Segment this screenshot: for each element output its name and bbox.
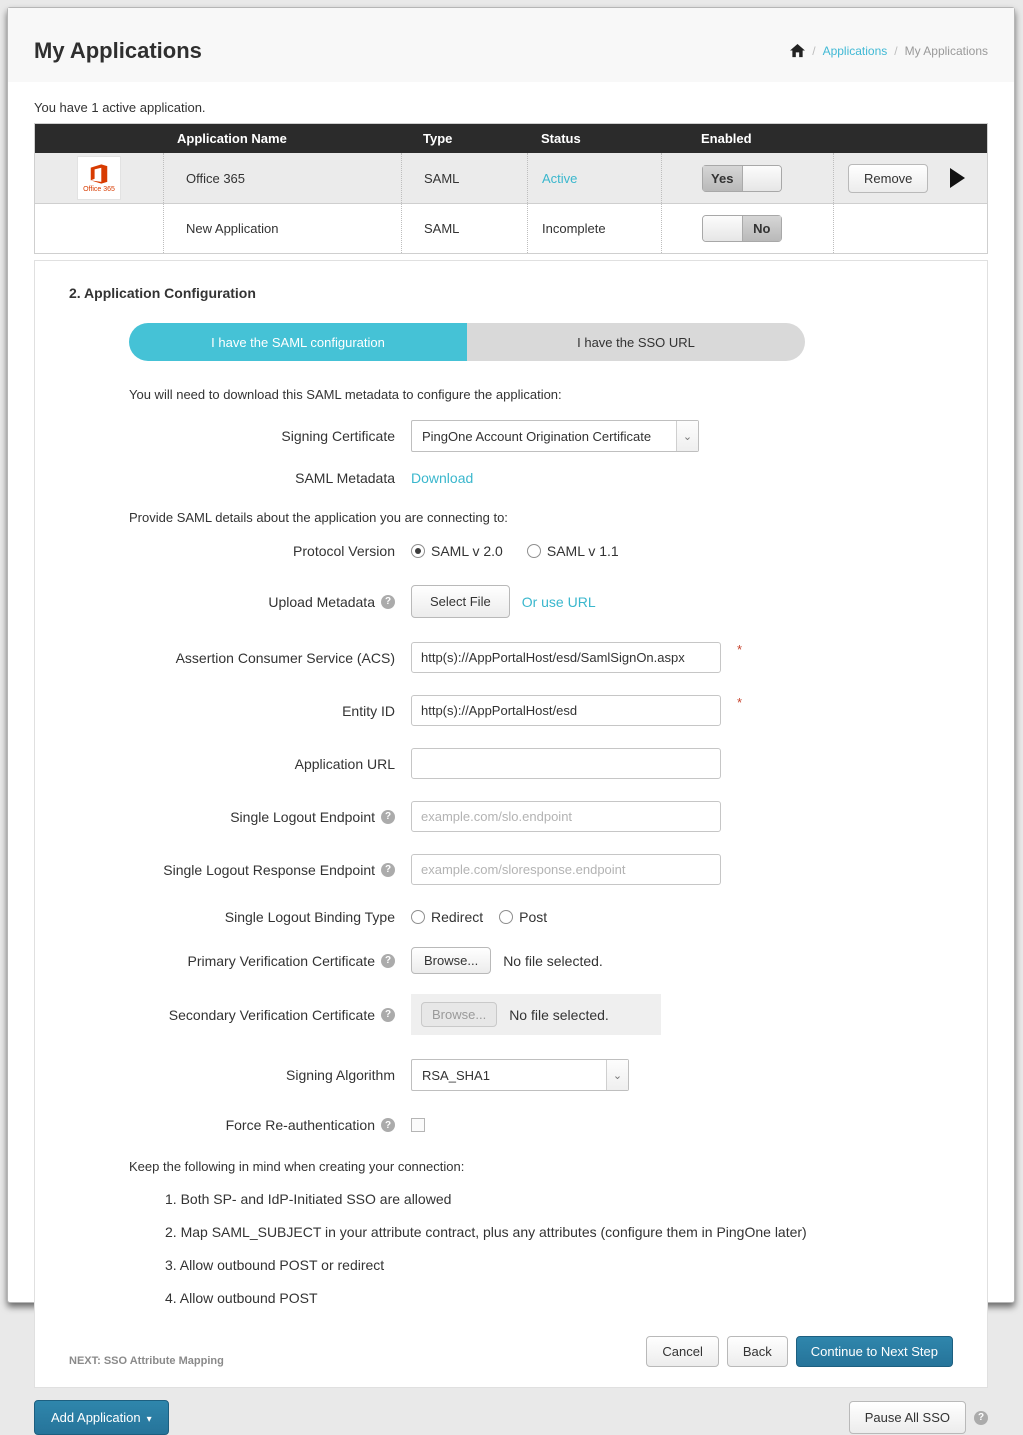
application-configuration-card xyxy=(34,260,988,1388)
help-icon[interactable]: ? xyxy=(381,1008,395,1022)
table-row-office-365 xyxy=(35,153,987,203)
column-header-application-name: Application Name xyxy=(177,131,287,146)
card-footer xyxy=(69,1336,953,1367)
form-row-slo-binding-type xyxy=(69,909,953,925)
breadcrumb-current: My Applications xyxy=(904,44,988,58)
enabled-toggle-office-365[interactable] xyxy=(702,165,782,192)
slo-binding-type-label: Single Logout Binding Type xyxy=(224,909,395,925)
radio-redirect[interactable]: Redirect xyxy=(411,909,483,925)
note-item: 3. Allow outbound POST or redirect xyxy=(165,1257,385,1273)
form-row-signing-algorithm xyxy=(69,1059,953,1091)
force-reauth-label: Force Re-authentication ? xyxy=(69,1117,411,1133)
add-application-button[interactable]: Add Application ▾ xyxy=(34,1400,169,1435)
saml-metadata-label: SAML Metadata xyxy=(295,470,395,486)
help-icon[interactable]: ? xyxy=(381,1118,395,1132)
column-header-type: Type xyxy=(423,131,453,146)
office-365-logo-icon xyxy=(88,163,110,185)
slo-endpoint-label: Single Logout Endpoint ? xyxy=(69,809,411,825)
toggle-knob xyxy=(703,216,743,241)
form-row-slo-response-endpoint xyxy=(69,854,953,885)
app-type: SAML xyxy=(401,204,527,253)
help-icon[interactable]: ? xyxy=(381,595,395,609)
primary-cert-label: Primary Verification Certificate ? xyxy=(69,953,411,969)
radio-icon xyxy=(411,544,425,558)
form-row-primary-cert xyxy=(69,947,953,974)
remove-button[interactable]: Remove xyxy=(848,164,928,193)
configuration-tabs xyxy=(129,323,805,361)
app-name: Office 365 xyxy=(163,153,401,203)
caret-down-icon: ▾ xyxy=(146,1414,152,1425)
app-type: SAML xyxy=(401,153,527,203)
entity-id-input[interactable] xyxy=(411,695,721,726)
primary-cert-browse-button[interactable]: Browse... xyxy=(411,947,491,974)
primary-cert-file-status: No file selected. xyxy=(503,952,603,969)
form-row-acs xyxy=(69,642,953,673)
continue-next-step-button[interactable]: Continue to Next Step xyxy=(796,1336,953,1367)
active-application-note: You have 1 active application. xyxy=(8,82,1014,123)
form-row-signing-certificate xyxy=(69,420,953,452)
download-metadata-link[interactable]: Download xyxy=(411,470,474,486)
breadcrumb-link-applications[interactable]: Applications xyxy=(822,44,888,58)
section-title: 2. Application Configuration xyxy=(69,285,256,301)
slo-endpoint-input[interactable] xyxy=(411,801,721,832)
connection-notes-intro: Keep the following in mind when creating your connection: xyxy=(129,1159,465,1174)
signing-certificate-value: PingOne Account Origination Certificate xyxy=(422,428,652,444)
form-row-saml-metadata xyxy=(69,470,953,486)
page-header xyxy=(8,8,1014,82)
form-row-upload-metadata xyxy=(69,585,953,618)
toggle-yes-label: Yes xyxy=(703,166,742,191)
help-icon[interactable]: ? xyxy=(974,1411,988,1425)
help-icon[interactable]: ? xyxy=(381,863,395,877)
help-icon[interactable]: ? xyxy=(381,954,395,968)
pause-all-sso-button[interactable]: Pause All SSO xyxy=(849,1401,966,1434)
toggle-no-label: No xyxy=(743,216,782,241)
form-row-entity-id xyxy=(69,695,953,726)
tab-saml-configuration[interactable]: I have the SAML configuration xyxy=(129,323,467,361)
radio-saml-v2[interactable]: SAML v 2.0 xyxy=(411,543,503,559)
bottom-bar xyxy=(8,1388,1014,1435)
note-item: 1. Both SP- and IdP-Initiated SSO are allowed xyxy=(165,1191,452,1207)
secondary-cert-label: Secondary Verification Certificate ? xyxy=(69,1007,411,1023)
note-item: 4. Allow outbound POST xyxy=(165,1290,318,1306)
table-header-row xyxy=(35,124,987,153)
force-reauth-checkbox[interactable] xyxy=(411,1118,425,1132)
form-row-protocol-version xyxy=(69,543,953,559)
chevron-down-icon: ⌄ xyxy=(606,1060,628,1090)
page-frame xyxy=(7,7,1015,1425)
chevron-down-icon: ⌄ xyxy=(676,421,698,451)
slo-response-endpoint-input[interactable] xyxy=(411,854,721,885)
breadcrumb-separator: / xyxy=(894,44,898,58)
home-icon[interactable] xyxy=(790,44,805,58)
signing-algorithm-select[interactable] xyxy=(411,1059,629,1091)
acs-label: Assertion Consumer Service (ACS) xyxy=(175,649,395,666)
cancel-button[interactable]: Cancel xyxy=(646,1336,718,1367)
breadcrumb-separator: / xyxy=(812,44,816,58)
breadcrumb xyxy=(790,44,988,58)
signing-algorithm-value: RSA_SHA1 xyxy=(422,1067,490,1083)
connection-notes-list xyxy=(165,1191,953,1306)
radio-icon xyxy=(527,544,541,558)
tab-sso-url[interactable]: I have the SSO URL xyxy=(467,323,805,361)
next-step-label: NEXT: SSO Attribute Mapping xyxy=(69,1355,224,1367)
back-button[interactable]: Back xyxy=(727,1336,788,1367)
slo-response-endpoint-label: Single Logout Response Endpoint ? xyxy=(69,862,411,878)
upload-metadata-label: Upload Metadata ? xyxy=(69,594,411,610)
secondary-cert-file-status: No file selected. xyxy=(509,1006,609,1023)
entity-id-label: Entity ID xyxy=(342,702,395,719)
radio-post[interactable]: Post xyxy=(499,909,547,925)
page-title: My Applications xyxy=(34,38,202,63)
note-item: 2. Map SAML_SUBJECT in your attribute contract, plus any attributes (configure them in PingOne later) xyxy=(165,1224,807,1240)
form-row-secondary-cert xyxy=(69,994,953,1035)
enabled-toggle-new-application[interactable] xyxy=(702,215,782,242)
use-url-link[interactable]: Or use URL xyxy=(521,593,596,610)
required-asterisk: * xyxy=(737,695,743,710)
app-status: Incomplete xyxy=(527,204,661,253)
help-icon[interactable]: ? xyxy=(381,810,395,824)
signing-certificate-select[interactable] xyxy=(411,420,699,452)
form-row-slo-endpoint xyxy=(69,801,953,832)
office-365-logo-text: Office 365 xyxy=(83,186,115,193)
secondary-cert-browse-button[interactable]: Browse... xyxy=(421,1002,497,1027)
secondary-cert-disabled-area xyxy=(411,994,661,1035)
form-row-application-url xyxy=(69,748,953,779)
table-row-new-application xyxy=(35,203,987,253)
column-header-status: Status xyxy=(541,131,581,146)
required-asterisk: * xyxy=(737,642,743,657)
signing-certificate-label: Signing Certificate xyxy=(281,428,395,444)
app-status: Active xyxy=(527,153,661,203)
select-file-button[interactable]: Select File xyxy=(411,585,510,618)
expand-row-icon[interactable] xyxy=(950,168,965,188)
radio-saml-v1-1[interactable]: SAML v 1.1 xyxy=(527,543,619,559)
radio-icon xyxy=(411,910,425,924)
office-365-logo xyxy=(77,156,121,200)
column-header-enabled: Enabled xyxy=(701,131,752,146)
provide-details-note: Provide SAML details about the application you are connecting to: xyxy=(129,510,508,525)
acs-input[interactable] xyxy=(411,642,721,673)
radio-icon xyxy=(499,910,513,924)
application-url-input[interactable] xyxy=(411,748,721,779)
applications-table xyxy=(34,123,988,254)
download-metadata-note: You will need to download this SAML metadata to configure the application: xyxy=(129,387,562,402)
form-row-force-reauth xyxy=(69,1117,953,1133)
application-url-label: Application URL xyxy=(294,755,395,772)
signing-algorithm-label: Signing Algorithm xyxy=(286,1067,395,1083)
protocol-version-label: Protocol Version xyxy=(293,543,395,559)
toggle-knob xyxy=(742,166,782,191)
app-name: New Application xyxy=(163,204,401,253)
